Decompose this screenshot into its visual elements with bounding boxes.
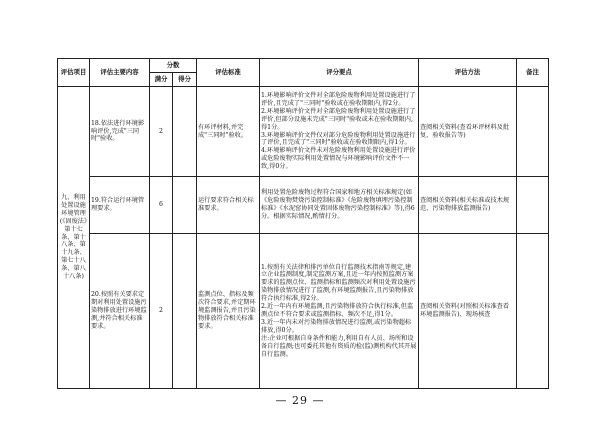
method-cell: 查阅相关资料(相关标准或技术规范、污染物排放监测报告) xyxy=(419,177,517,234)
content-cell: 18.依法进行环境影响评价,完成"三同时"验收。 xyxy=(90,87,150,177)
remark-cell xyxy=(517,87,549,177)
full-score-cell: 2 xyxy=(150,87,173,177)
table-row xyxy=(58,177,549,234)
got-score-cell xyxy=(173,177,197,234)
header-got-score: 得分 xyxy=(173,73,197,87)
content-cell: 19.符合运行环境管理要求。 xyxy=(90,177,150,234)
standard-cell: 监测点位、指标及频次符合要求,并定期环境监测报告,并且污染物排放符合相关标准要求。 xyxy=(197,234,260,389)
header-full-score: 满分 xyxy=(150,73,173,87)
remark-cell xyxy=(517,177,549,234)
key-points-cell: 利用处置危险废物过程符合国家和地方相关标准规定(如《危险废物焚烧污染控制标准》《危险废物填埋污染控制标准》《水泥窑协同处置固体废物污染控制标准》等),得6分。根据实际情况,酌情打分。 xyxy=(260,177,419,234)
got-score-cell xyxy=(173,234,197,389)
header-method: 评估方法 xyxy=(419,59,517,87)
full-score-cell: 2 xyxy=(150,234,173,389)
got-score-cell xyxy=(173,87,197,177)
method-cell: 查阅相关资料(查看环评材料及批复、验收报告等) xyxy=(419,87,517,177)
table-row xyxy=(58,234,549,389)
page-number: — 29 — xyxy=(275,394,325,407)
evaluation-table xyxy=(57,58,549,389)
method-cell: 查阅相关资料(对照相关标准查看环境监测报告)、现场核查 xyxy=(419,234,517,389)
header-score: 分数 xyxy=(150,59,197,73)
header-item: 评估项目 xyxy=(58,59,90,87)
content-cell: 20.按照有关要求定期对利用处置设施污染物排放进行环境监测,并符合相关标准要求。 xyxy=(90,234,150,389)
header-standard: 评估标准 xyxy=(197,59,260,87)
key-points-cell: 1.环境影响评价文件对全部危险废物利用处置设施进行了评价,且完成了"三同时"验收或在验收期限内,得2分。 2.环境影响评价文件对全部危险废物利用处置设施进行了评价,但部分设施未完成"三同时"验收或未在验收期限内,得1分。 3.环境影响评价文件仅对部分危险废物利用处置设施进行了评价,且完成了"三同时"验收或在验收期限内,得1分。 4.环境影响评价文件未对危险废物利用处置设施进行评价或危险废物实际利用处置情况与环境影响评价文件不一致,得0分。 xyxy=(260,87,419,177)
header-key-points: 评分要点 xyxy=(260,59,419,87)
header-remark: 备注 xyxy=(517,59,549,87)
standard-cell: 运行要求符合相关标准要求。 xyxy=(197,177,260,234)
table-row xyxy=(58,87,549,177)
full-score-cell: 6 xyxy=(150,177,173,234)
remark-cell xyxy=(517,234,549,389)
standard-cell: 有环评材料,并完成"三同时"验收。 xyxy=(197,87,260,177)
header-main-content: 评估主要内容 xyxy=(90,59,150,87)
table-header xyxy=(58,59,549,87)
category-cell: 九、利用处置设施环境管理(《固废法》第十七条、第十八条、第十九条、第七十八条、第八十八条) xyxy=(58,87,90,389)
key-points-cell: 1.按照有关法律和排污单位自行监测技术指南等规定,建立企业监测制度,制定监测方案,且近一年内按照监测方案要求的监测点位、监测指标和监测频次对利用处置设施污染物排放情况进行了监测,有环境监测报告,且污染物排放符合执行标准,得2分。 2.近一年内有环境监测,且污染物排放符合执行标准,但监测点位不符合要求或监测指标、频次不足,得1分。 3.近一年内未对污染物排放情况进行监测,或污染物超标排放,得0分。 注:企业可根据自身条件和能力,利用自有人员、场所和设备自行监测;也可委托其他有资质的检(监)测机构代其开展自行监测。 xyxy=(260,234,419,389)
